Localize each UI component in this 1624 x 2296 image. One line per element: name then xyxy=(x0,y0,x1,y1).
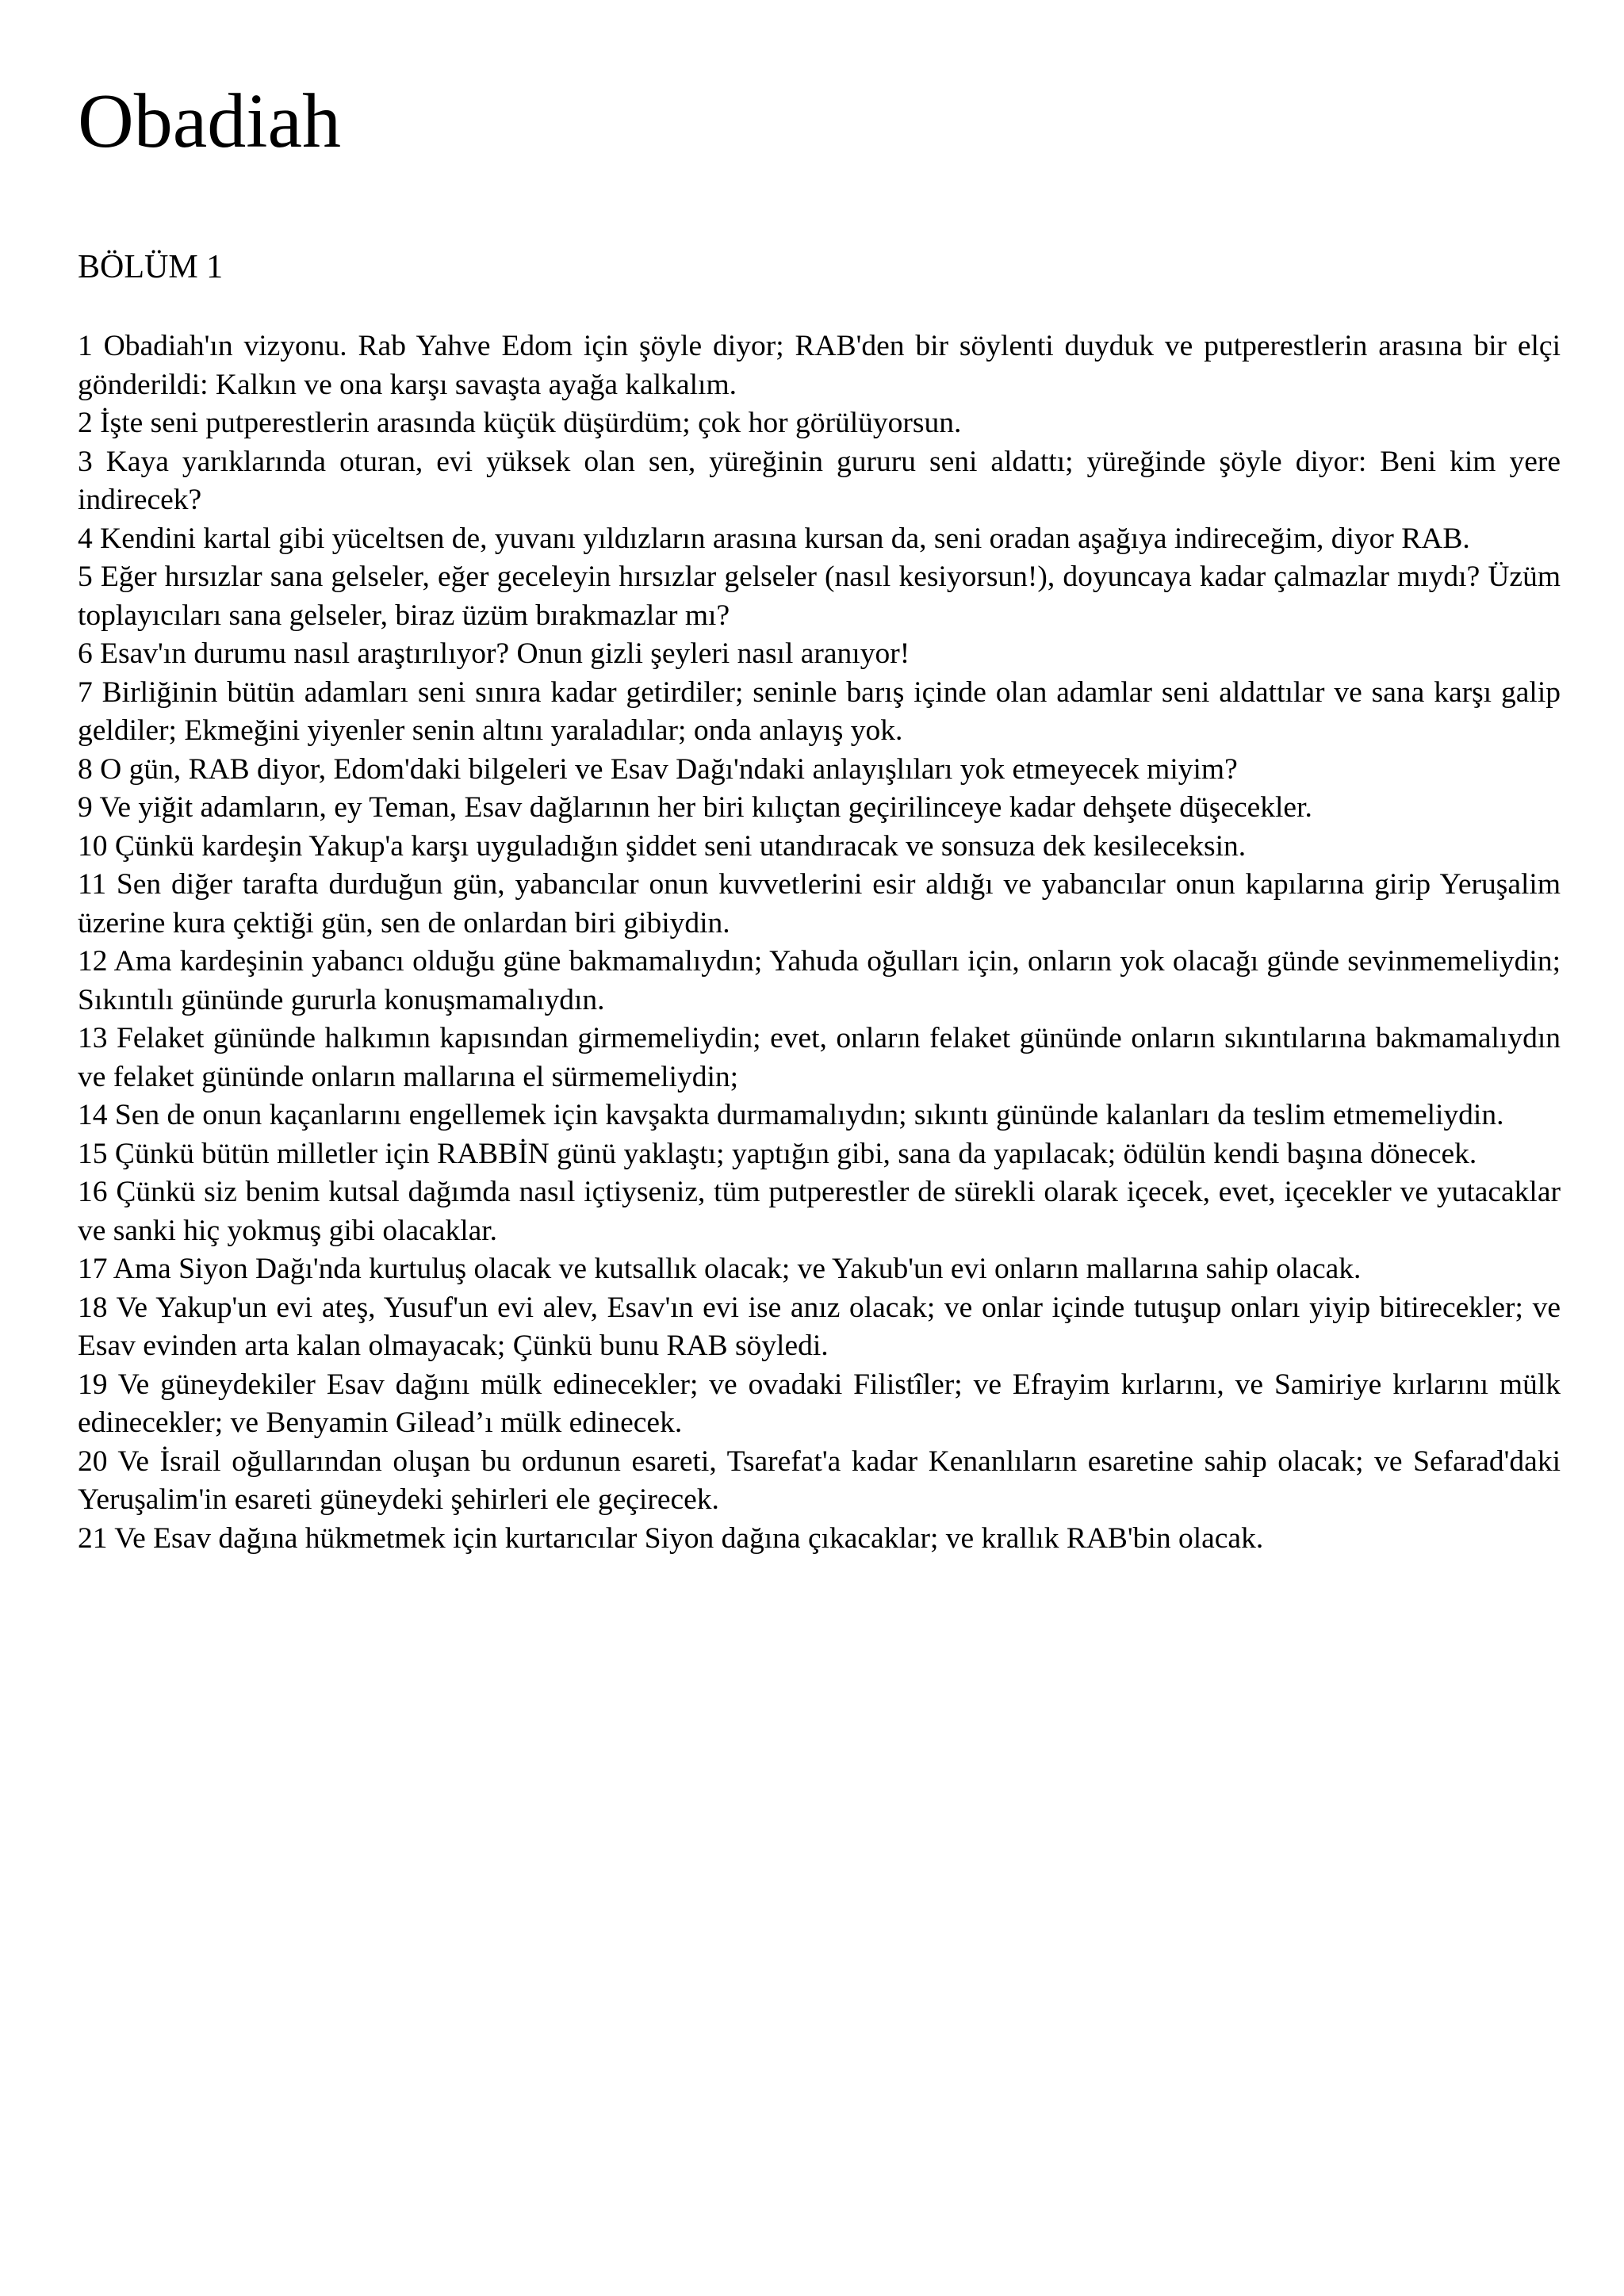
verse-17: 17 Ama Siyon Dağı'nda kurtuluş olacak ve kutsallık olacak; ve Yakub'un evi onların mallarına sahip olacak. xyxy=(78,1253,1362,1285)
verse-3: 3 Kaya yarıklarında oturan, evi yüksek olan sen, yüreğinin gururu seni aldattı; yüreğinde şöyle diyor: Beni kim yere indirecek? xyxy=(78,445,1561,516)
verse-18: 18 Ve Yakup'un evi ateş, Yusuf'un evi alev, Esav'ın evi ise anız olacak; ve onlar içinde tutuşup onları yiyip bitirecekler; ve Esav evinden arta kalan olmayacak; Çünkü bunu RAB söyledi. xyxy=(78,1291,1561,1362)
book-title: Obadiah xyxy=(78,78,341,164)
verse-7: 7 Birliğinin bütün adamları seni sınıra kadar getirdiler; seninle barış içinde olan adamlar seni aldattılar ve sana karşı galip geldiler; Ekmeğini yiyenler senin altını yaraladılar; onda anlayış yok. xyxy=(78,675,1561,747)
chapter-heading: BÖLÜM 1 xyxy=(78,249,224,285)
verse-12: 12 Ama kardeşinin yabancı olduğu güne bakmamalıydın; Yahuda oğulları için, onların yok olacağı günde sevinmemeliydin; Sıkıntılı gününde gururla konuşmamalıydın. xyxy=(78,945,1561,1016)
verse-13: 13 Felaket gününde halkımın kapısından girmemeliydin; evet, onların felaket gününde onların sıkıntılarına bakmamalıydın ve felaket gününde onların mallarına el sürmemeliydin; xyxy=(78,1022,1561,1093)
verse-1: 1 Obadiah'ın vizyonu. Rab Yahve Edom için şöyle diyor; RAB'den bir söylenti duyduk ve putperestlerin arasına bir elçi gönderildi: Kalkın ve ona karşı savaşta ayağa kalkalım. xyxy=(78,330,1561,401)
verse-5: 5 Eğer hırsızlar sana gelseler, eğer geceleyin hırsızlar gelseler (nasıl kesiyorsun!), doyuncaya kadar çalmazlar mıydı? Üzüm toplayıcıları sana gelseler, biraz üzüm bırakmazlar mı? xyxy=(78,561,1561,632)
verse-20: 20 Ve İsrail oğullarından oluşan bu ordunun esareti, Tsarefat'a kadar Kenanlıların esaretine sahip olacak; ve Sefarad'daki Yeruşalim'in esareti güneydeki şehirleri ele geçirecek. xyxy=(78,1445,1561,1516)
verse-9: 9 Ve yiğit adamların, ey Teman, Esav dağlarının her biri kılıçtan geçirilinceye kadar dehşete düşecekler. xyxy=(78,791,1312,824)
verse-19: 19 Ve güneydekiler Esav dağını mülk edinecekler; ve ovadaki Filistîler; ve Efrayim kırlarını, ve Samiriye kırlarını mülk edinecekler; ve Benyamin Gilead’ı mülk edinecek. xyxy=(78,1368,1561,1439)
verse-15: 15 Çünkü bütün milletler için RABBİN günü yaklaştı; yaptığın gibi, sana da yapılacak; ödülün kendi başına dönecek. xyxy=(78,1137,1477,1170)
verse-2: 2 İşte seni putperestlerin arasında küçük düşürdüm; çok hor görülüyorsun. xyxy=(78,407,962,439)
verse-8: 8 O gün, RAB diyor, Edom'daki bilgeleri ve Esav Dağı'ndaki anlayışlıları yok etmeyecek miyim? xyxy=(78,752,1238,786)
verse-10: 10 Çünkü kardeşin Yakup'a karşı uyguladığın şiddet seni utandıracak ve sonsuza dek kesileceksin. xyxy=(78,829,1247,863)
verse-list xyxy=(78,327,1561,1558)
verse-21: 21 Ve Esav dağına hükmetmek için kurtarıcılar Siyon dağına çıkacaklar; ve krallık RAB'bin olacak. xyxy=(78,1521,1264,1555)
verse-11: 11 Sen diğer tarafta durduğun gün, yabancılar onun kuvvetlerini esir aldığı ve yabancılar onun kapılarına girip Yeruşalim üzerine kura çektiği gün, sen de onlardan biri gibiydin. xyxy=(78,868,1561,939)
verse-4: 4 Kendini kartal gibi yüceltsen de, yuvanı yıldızların arasına kursan da, seni oradan aşağıya indireceğim, diyor RAB. xyxy=(78,522,1470,555)
verse-6: 6 Esav'ın durumu nasıl araştırılıyor? Onun gizli şeyleri nasıl aranıyor! xyxy=(78,637,910,670)
verse-16: 16 Çünkü siz benim kutsal dağımda nasıl içtiyseniz, tüm putperestler de sürekli olarak içecek, evet, içecekler ve yutacaklar ve sanki hiç yokmuş gibi olacaklar. xyxy=(78,1176,1561,1247)
verse-14: 14 Sen de onun kaçanlarını engellemek için kavşakta durmamalıydın; sıkıntı gününde kalanları da teslim etmemeliydin. xyxy=(78,1099,1504,1131)
